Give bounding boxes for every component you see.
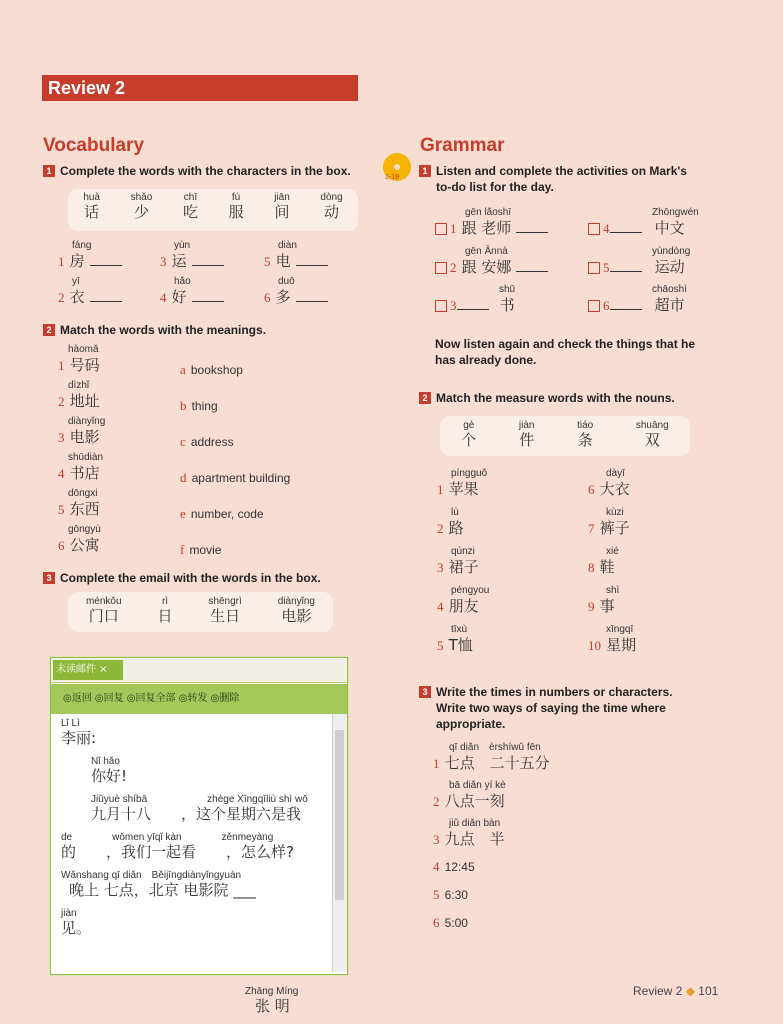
hanzi: 号码 [69, 356, 100, 374]
vocab-ex2-instruction [43, 322, 266, 338]
pinyin: diàn [278, 240, 297, 251]
hanzi: 李丽: [61, 729, 97, 747]
match-item [58, 452, 105, 488]
ex-number-badge: 2 [419, 392, 431, 404]
meaning-text: address [190, 435, 234, 449]
hanzi: 书店 [69, 464, 100, 482]
grammar-ex1-instruction [419, 163, 687, 195]
pinyin: péngyou [451, 585, 490, 596]
hanzi: 运动 [654, 258, 685, 276]
answer-blank[interactable] [457, 297, 489, 310]
item-number: 6 [58, 538, 65, 553]
pinyin: fú [231, 192, 241, 203]
pinyin: hàomǎ [68, 344, 99, 355]
todo-item [588, 207, 699, 237]
instruction-text: to-do list for the day. [436, 180, 554, 194]
meaning-text: movie [189, 543, 222, 557]
item-number: 2 [433, 794, 440, 809]
todo-item [435, 246, 548, 276]
vocab-ex3-instruction [43, 570, 321, 586]
pinyin: gōngyù [68, 524, 101, 535]
pinyin: chī [183, 192, 198, 203]
item-number: 6 [588, 482, 595, 497]
hanzi: 运 [171, 252, 187, 270]
time-item [433, 856, 550, 884]
meaning-item [180, 359, 290, 395]
pinyin: bā diǎn yí kè [449, 780, 506, 791]
word-cell [83, 192, 100, 221]
todo-checkbox[interactable] [435, 223, 447, 235]
todo-item [435, 284, 515, 314]
item-letter: f [180, 542, 185, 557]
hanzi: 服 [228, 203, 244, 221]
word-cell [229, 192, 244, 221]
pinyin: Wǎnshang qī diǎn Běijīngdiànyǐngyuàn [61, 870, 242, 881]
todo-item [588, 284, 687, 314]
todo-checkbox[interactable] [588, 262, 600, 274]
vocab-ex1-item [264, 276, 328, 306]
pinyin: jiàn [518, 420, 535, 431]
item-number: 9 [588, 599, 595, 614]
vocab-ex1-item [58, 276, 122, 306]
todo-checkbox[interactable] [588, 300, 600, 312]
pinyin: shuāng [635, 420, 669, 431]
email-toolbar[interactable]: ◎返回 ◎回复 ◎回复全部 ◎转发 ◎删除 [51, 684, 347, 714]
hanzi: 中文 [654, 219, 685, 237]
hanzi: 好 [171, 288, 187, 306]
instruction-text: appropriate. [436, 717, 506, 731]
item-number: 3 [433, 832, 440, 847]
answer-blank[interactable] [610, 259, 642, 272]
noun-item [437, 468, 489, 507]
instruction-text: Listen and complete the activities on Mark's [436, 164, 687, 178]
email-scrollbar[interactable] [332, 714, 347, 972]
todo-item [435, 207, 548, 237]
word-cell [577, 420, 593, 449]
pinyin: dàyī [606, 468, 625, 479]
instruction-text: Match the words with the meanings. [60, 323, 267, 337]
ex-number-badge: 1 [419, 165, 431, 177]
vocab-ex3-words [68, 596, 333, 625]
item-number: 5 [264, 254, 271, 269]
answer-blank[interactable] [192, 289, 224, 302]
answer-blank[interactable] [90, 289, 122, 302]
ex-number-badge: 1 [43, 165, 55, 177]
audio-track-label: 2-19 [385, 174, 400, 181]
word-cell [278, 596, 315, 625]
noun-item [588, 585, 636, 624]
time-value: 5:00 [444, 916, 468, 930]
pinyin: yùn [174, 240, 191, 251]
grammar-heading: Grammar [420, 135, 505, 156]
item-number: 5 [603, 260, 610, 275]
pinyin: dìzhǐ [68, 380, 90, 391]
pinyin: gè [463, 420, 475, 431]
pinyin: xié [606, 546, 619, 557]
page-footer [633, 984, 718, 998]
hanzi: 动 [324, 203, 340, 221]
item-letter: e [180, 506, 186, 521]
ex-number-badge: 3 [43, 572, 55, 584]
pinyin: gēn Ānnà [465, 246, 508, 257]
answer-blank[interactable] [296, 253, 328, 266]
item-number: 6 [264, 290, 271, 305]
item-number: 6 [433, 915, 440, 930]
word-cell [157, 596, 172, 625]
hanzi: 见。 [61, 919, 92, 937]
time-item [433, 884, 550, 912]
time-item [433, 912, 550, 940]
hanzi: 九月十八 ，这个星期六是我 [91, 805, 302, 823]
pinyin: tiáo [577, 420, 594, 431]
hanzi: 事 [599, 597, 615, 615]
item-letter: c [180, 434, 186, 449]
item-number: 3 [450, 298, 457, 313]
grammar-ex1-note [435, 336, 695, 368]
answer-blank[interactable] [516, 259, 548, 272]
hanzi: T恤 [448, 636, 473, 654]
meaning-text: number, code [190, 507, 264, 521]
hanzi: 路 [448, 519, 464, 537]
noun-item [437, 546, 489, 585]
word-cell [183, 192, 198, 221]
noun-item [588, 507, 636, 546]
note-text: Now listen again and check the things that he [435, 337, 696, 351]
ex-number-badge: 2 [43, 324, 55, 336]
grammar-ex3-instruction [419, 684, 673, 732]
vocab-ex2-left-list [58, 344, 105, 560]
hanzi: 跟 老师 [461, 219, 512, 237]
item-number: 6 [603, 298, 610, 313]
time-item [433, 780, 550, 818]
pinyin: shǎo [130, 192, 153, 203]
item-number: 4 [437, 599, 444, 614]
pinyin: diànyǐng [277, 596, 315, 607]
pinyin: fáng [72, 240, 92, 251]
hanzi: 条 [577, 431, 593, 449]
word-cell [461, 420, 476, 449]
answer-blank[interactable] [516, 220, 548, 233]
pinyin: ménkǒu [85, 596, 122, 607]
hanzi: 的 ，我们一起看 ，怎么样? [61, 843, 294, 861]
item-number: 3 [437, 560, 444, 575]
pinyin: de wǒmen yīqǐ kàn zěnmeyàng [61, 832, 274, 843]
item-number: 4 [603, 221, 610, 236]
hanzi: 地址 [69, 392, 100, 410]
item-number: 5 [437, 638, 444, 653]
meaning-text: bookshop [190, 363, 243, 377]
item-number: 2 [58, 394, 65, 409]
hanzi: 书 [499, 296, 515, 314]
time-item [433, 742, 550, 780]
hanzi: 衣 [69, 288, 85, 306]
pinyin: jiàn [61, 908, 77, 919]
pinyin: Zhōngwén [652, 207, 699, 218]
vocabulary-heading: Vocabulary [43, 135, 145, 156]
item-number: 4 [433, 859, 440, 874]
vocab-ex1-instruction [43, 163, 351, 179]
pinyin: yī [72, 276, 80, 287]
pinyin: Jiǔyuè shíbā zhège Xīngqīliù shì wǒ [91, 794, 308, 805]
item-number: 3 [160, 254, 167, 269]
answer-blank[interactable] [610, 220, 642, 233]
vocab-ex2-right-list [180, 359, 290, 575]
time-item [433, 818, 550, 856]
answer-blank[interactable] [296, 289, 328, 302]
item-number: 3 [58, 430, 65, 445]
email-line [61, 908, 331, 946]
email-line [61, 756, 331, 794]
pinyin: huà [83, 192, 100, 203]
hanzi: 公寓 [69, 536, 100, 554]
hanzi: 裙子 [448, 558, 479, 576]
hanzi: 东西 [69, 500, 100, 518]
time-value: 6:30 [444, 888, 468, 902]
hanzi: 电 [275, 252, 291, 270]
grammar-ex3-list [433, 742, 550, 940]
pinyin: Zhāng Míng [245, 986, 299, 997]
pinyin: kùzi [606, 507, 624, 518]
hanzi: 门口 [88, 607, 119, 625]
hanzi: 星期 [606, 636, 637, 654]
unread-mail-tab[interactable]: 未读邮件 × [53, 660, 123, 680]
pinyin: dòng [320, 192, 343, 203]
hanzi: 日 [157, 607, 173, 625]
pinyin: chāoshì [652, 284, 688, 295]
match-item [58, 524, 105, 560]
pinyin: qī diǎn èrshíwǔ fēn [449, 742, 541, 753]
meaning-item [180, 503, 290, 539]
email-signature [245, 986, 298, 1015]
grammar-ex2-words [440, 420, 690, 449]
instruction-text: Write the times in numbers or characters. [436, 685, 673, 699]
pinyin: shēngrì [208, 596, 242, 607]
hanzi: 九点 半 [444, 830, 505, 848]
item-number: 1 [58, 254, 65, 269]
pinyin: tīxù [451, 624, 468, 635]
scrollbar-thumb[interactable] [335, 730, 344, 900]
meaning-text: apartment building [191, 471, 291, 485]
time-value: 12:45 [444, 860, 475, 874]
item-number: 5 [58, 502, 65, 517]
hanzi: 双 [644, 431, 660, 449]
pinyin: gēn lǎoshī [465, 207, 512, 218]
pinyin: xīngqī [606, 624, 634, 635]
grammar-ex2-left-list [437, 468, 489, 663]
hanzi: 件 [519, 431, 535, 449]
pinyin: lù [451, 507, 459, 518]
hanzi: 八点一刻 [444, 792, 505, 810]
noun-item [437, 624, 489, 663]
noun-item [588, 624, 636, 663]
vocab-ex1-item [160, 240, 224, 270]
pinyin: jiān [274, 192, 290, 203]
word-cell [636, 420, 669, 449]
match-item [58, 416, 105, 452]
word-cell [208, 596, 241, 625]
hanzi: 张 明 [255, 997, 290, 1015]
email-window [50, 657, 348, 1015]
pinyin: shì [606, 585, 620, 596]
meaning-item [180, 395, 290, 431]
hanzi: 房 [69, 252, 85, 270]
vocab-ex1-item [264, 240, 328, 270]
note-text: has already done. [435, 353, 537, 367]
pinyin: rì [161, 596, 169, 607]
item-number: 1 [437, 482, 444, 497]
match-item [58, 344, 105, 380]
hanzi: 七点 二十五分 [444, 754, 550, 772]
word-cell [320, 192, 342, 221]
email-line [61, 718, 331, 756]
hanzi: 话 [84, 203, 100, 221]
word-cell [86, 596, 122, 625]
pinyin: hǎo [174, 276, 191, 287]
item-number: 5 [433, 887, 440, 902]
hanzi: 个 [461, 431, 477, 449]
diamond-icon: ◆ [685, 984, 695, 998]
hanzi: 间 [274, 203, 290, 221]
hanzi: 跟 安娜 [461, 258, 512, 276]
grammar-ex2-instruction [419, 390, 675, 406]
item-number: 1 [433, 756, 440, 771]
word-cell [274, 192, 290, 221]
vocab-ex1-item [58, 240, 122, 270]
answer-blank[interactable] [192, 253, 224, 266]
pinyin: diànyǐng [68, 416, 106, 427]
footer-label: Review 2 [633, 984, 683, 998]
item-number: 2 [450, 260, 457, 275]
page-title-banner: Review 2 [42, 75, 358, 101]
todo-checkbox[interactable] [588, 223, 600, 235]
todo-checkbox[interactable] [435, 300, 447, 312]
hanzi: 你好! [91, 767, 128, 785]
match-item [58, 488, 105, 524]
pinyin: shūdiàn [68, 452, 104, 463]
noun-item [588, 468, 636, 507]
vocab-ex1-words [68, 192, 358, 221]
email-line [61, 794, 331, 832]
hanzi: 裤子 [599, 519, 630, 537]
item-number: 4 [58, 466, 65, 481]
meaning-text: thing [191, 399, 218, 413]
item-letter: a [180, 362, 186, 377]
pinyin: jiǔ diǎn bàn [449, 818, 501, 829]
instruction-text: Match the measure words with the nouns. [436, 391, 675, 405]
instruction-text: Complete the email with the words in the box. [60, 571, 321, 585]
item-letter: d [180, 470, 187, 485]
email-tab-bar [51, 658, 347, 683]
pinyin: yùndòng [652, 246, 691, 257]
meaning-item [180, 431, 290, 467]
hanzi: 吃 [182, 203, 198, 221]
word-cell [519, 420, 535, 449]
noun-item [588, 546, 636, 585]
answer-blank[interactable] [610, 297, 642, 310]
hanzi: 少 [133, 203, 149, 221]
instruction-text: Complete the words with the characters in the box. [60, 164, 351, 178]
noun-item [437, 507, 489, 546]
item-number: 1 [58, 358, 65, 373]
ex-number-badge: 3 [419, 686, 431, 698]
hanzi: 生日 [210, 607, 241, 625]
todo-item [588, 246, 690, 276]
hanzi: 电影 [69, 428, 100, 446]
hanzi: 晚上 七点，北京 电影院 ___ [69, 881, 256, 899]
hanzi: 朋友 [448, 597, 479, 615]
item-number: 4 [160, 290, 167, 305]
meaning-item [180, 467, 290, 503]
email-line [61, 832, 331, 870]
email-line [61, 870, 331, 908]
hanzi: 电影 [281, 607, 312, 625]
item-number: 1 [450, 221, 457, 236]
vocab-ex1-item [160, 276, 224, 306]
item-number: 8 [588, 560, 595, 575]
grammar-ex2-right-list [588, 468, 636, 663]
item-number: 2 [58, 290, 65, 305]
pinyin: Nǐ hǎo [91, 756, 120, 767]
noun-item [437, 585, 489, 624]
pinyin: duō [278, 276, 295, 287]
word-cell [131, 192, 153, 221]
item-letter: b [180, 398, 187, 413]
pinyin: shū [499, 284, 516, 295]
answer-blank[interactable] [90, 253, 122, 266]
instruction-text: Write two ways of saying the time where [436, 701, 666, 715]
email-body [61, 718, 331, 1015]
hanzi: 超市 [654, 296, 685, 314]
hanzi: 多 [275, 288, 291, 306]
todo-checkbox[interactable] [435, 262, 447, 274]
item-number: 7 [588, 521, 595, 536]
pinyin: dōngxi [68, 488, 98, 499]
hanzi: 大衣 [599, 480, 630, 498]
pinyin: qúnzi [451, 546, 475, 557]
hanzi: 鞋 [599, 558, 615, 576]
item-number: 2 [437, 521, 444, 536]
page-number: 101 [698, 984, 719, 998]
match-item [58, 380, 105, 416]
hanzi: 苹果 [448, 480, 479, 498]
pinyin: píngguǒ [451, 468, 488, 479]
item-number: 10 [588, 638, 601, 653]
pinyin: Lǐ Lì [61, 718, 80, 729]
